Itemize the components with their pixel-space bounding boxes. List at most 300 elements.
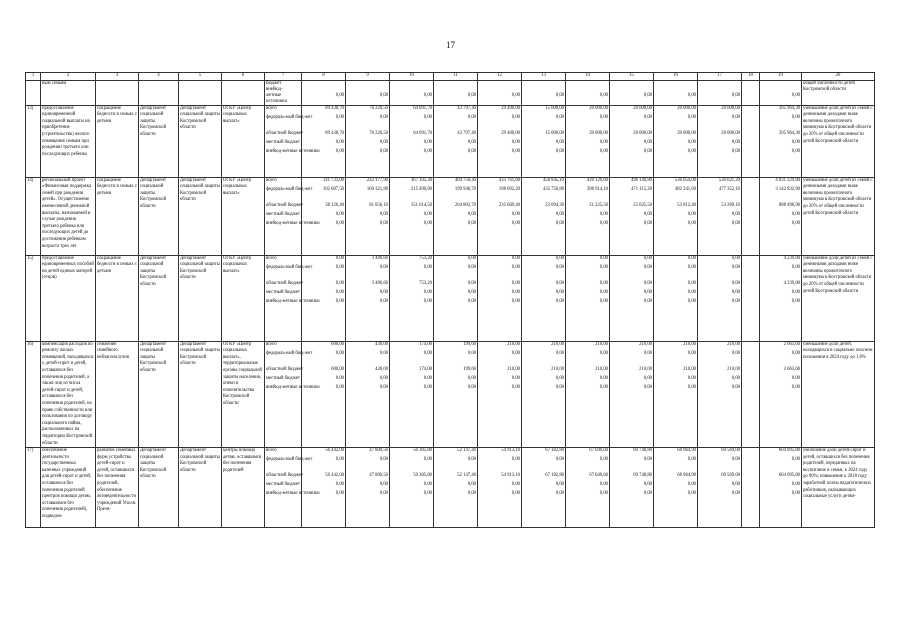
amount-value: 0,00 xyxy=(643,139,652,145)
goal-text: сокращение бедности в семьях с детьми xyxy=(96,177,139,255)
amount-cell xyxy=(390,177,434,255)
amount-value: 174,00 xyxy=(419,341,432,347)
funding-source-value: местный бюджет xyxy=(266,289,300,295)
amount-cell xyxy=(654,80,698,105)
amount-value: 4 239,80 xyxy=(783,255,800,261)
amount-value: 0,00 xyxy=(511,148,520,154)
responsible-executor: Департамент социальной защиты Костромской области xyxy=(179,341,222,448)
amount-value: 76 226,50 xyxy=(369,130,388,136)
row-number: 16) xyxy=(26,341,41,448)
amount-value: 430,00 xyxy=(375,366,388,372)
co-executor: Департамент социальной защиты Костромской области xyxy=(139,105,179,177)
amount-value: 0,00 xyxy=(731,148,740,154)
amount-cell xyxy=(698,80,742,105)
amount-value: 0,00 xyxy=(791,298,800,304)
amount-cell xyxy=(522,105,566,177)
amount-cell xyxy=(522,80,566,105)
amount-value: 50 305,80 xyxy=(413,448,432,454)
goal-text: развитие семейных форм устройства детей-сирот и детей, оставшихся без попечения родителей, обеспечение жизнедеятельности учреждений Уполн. Прези- xyxy=(96,448,139,528)
funding-source-value: всего xyxy=(266,255,277,261)
amount-value: 15 000,00 xyxy=(545,105,564,111)
measure-name: компенсация расходов по ремонту жилых помещений, находящихся у детей-сирот и детей, оставшихся без попечения родителей, а также лиц из числа детей-сирот и детей, оставшихся без попечения родителей, на праве собственности или пользования по договору социального найма, расположенных на территории Костромской области xyxy=(41,341,96,448)
amount-value: 54 913,10 xyxy=(501,473,520,479)
amount-value: 0,00 xyxy=(467,220,476,226)
amount-value: 69 569,00 xyxy=(721,448,740,454)
column-number: 6 xyxy=(222,73,265,81)
amount-value: 20 000,00 xyxy=(721,105,740,111)
table-row xyxy=(26,80,875,105)
column-number: 12 xyxy=(478,73,522,81)
amount-value: 89 438,70 xyxy=(325,105,344,111)
header-row xyxy=(26,73,875,81)
amount-value: 50 305,80 xyxy=(413,473,432,479)
amount-value: 0,00 xyxy=(335,211,344,217)
amount-cell xyxy=(760,255,802,341)
amount-value: 3 142 832,90 xyxy=(775,186,800,192)
column-number: 10 xyxy=(390,73,434,81)
amount-value: 141 733,00 xyxy=(322,177,344,183)
amount-value: 0,00 xyxy=(599,482,608,488)
amount-value: 68 964,90 xyxy=(677,448,696,454)
amount-value: 204 803,70 xyxy=(454,202,476,208)
amount-value: 0,00 xyxy=(555,211,564,217)
amount-value: 0,00 xyxy=(555,114,564,120)
amount-value: 482 241,60 xyxy=(674,186,696,192)
amount-value: 0,00 xyxy=(791,220,800,226)
funding-source-value: бюджет xyxy=(266,80,282,86)
amount-value: 43 797,40 xyxy=(457,130,476,136)
co-executor: Департамент социальной защиты Костромской области xyxy=(139,255,179,341)
amount-value: 0,00 xyxy=(687,482,696,488)
amount-value: 0,00 xyxy=(555,457,564,463)
amount-value: 0,00 xyxy=(423,384,432,390)
amount-value: 0,00 xyxy=(467,482,476,488)
amount-value: 0,00 xyxy=(687,255,696,261)
amount-value: 0,00 xyxy=(687,148,696,154)
amount-value: 0,00 xyxy=(643,255,652,261)
funding-source-value: всего xyxy=(266,105,277,111)
amount-value: 0,00 xyxy=(467,139,476,145)
empty-cell xyxy=(742,105,760,177)
measure-name: региональный проект «Финансовая поддержка семей при рождении детей». Осуществление ежемесячной денежной выплаты, назначаемой в случае рождения третьего ребенка или последующих детей до достижения ребенком возраста трех лет xyxy=(41,177,96,255)
amount-value: 0,00 xyxy=(791,350,800,356)
amount-value: 0,00 xyxy=(731,92,740,98)
column-number: 9 xyxy=(346,73,390,81)
funding-source xyxy=(265,80,302,105)
amount-value: 0,00 xyxy=(335,298,344,304)
amount-value: 0,00 xyxy=(555,384,564,390)
amount-value: 496 140,80 xyxy=(630,177,652,183)
amount-value: 52 147,40 xyxy=(457,448,476,454)
amount-value: 0,00 xyxy=(599,280,608,286)
target-indicator: уменьшение доли детей, находящихся в социально опасном положении в 2024 году до 1,0% xyxy=(802,341,875,448)
amount-cell xyxy=(566,341,610,448)
amount-value: 0,00 xyxy=(791,92,800,98)
funding-source xyxy=(265,105,320,177)
amount-value: 0,00 xyxy=(335,289,344,295)
empty-cell xyxy=(742,448,760,528)
funding-source-value: местный бюджет xyxy=(266,375,300,381)
amount-value: 0,00 xyxy=(555,255,564,261)
amount-value: 0,00 xyxy=(599,384,608,390)
column-number: 2 xyxy=(41,73,96,81)
amount-value: 0,00 xyxy=(687,264,696,270)
amount-value: 54 913,10 xyxy=(501,448,520,454)
amount-value: 0,00 xyxy=(467,350,476,356)
amount-value: 0,00 xyxy=(599,139,608,145)
table-row xyxy=(26,341,875,448)
amount-cell xyxy=(698,448,742,528)
amount-value: 530 621,20 xyxy=(718,177,740,183)
amount-value: 20 000,00 xyxy=(721,130,740,136)
row-number xyxy=(26,80,41,105)
amount-value: 0,00 xyxy=(791,211,800,217)
amount-value: 600,00 xyxy=(331,366,344,372)
amount-value: 0,00 xyxy=(687,139,696,145)
amount-value: 3 486,60 xyxy=(371,280,388,286)
page-number: 17 xyxy=(446,40,455,50)
amount-value: 0,00 xyxy=(379,220,388,226)
amount-value: 0,00 xyxy=(555,491,564,497)
amount-value: 0,00 xyxy=(423,457,432,463)
amount-value: 0,00 xyxy=(687,211,696,217)
row-number: 13) xyxy=(26,105,41,177)
amount-value: 210,00 xyxy=(507,341,520,347)
amount-value: 20 000,00 xyxy=(633,130,652,136)
empty-cell xyxy=(742,341,760,448)
measure-name: предоставление единовременных пособий на детей единых матерей (отцов) xyxy=(41,255,96,341)
amount-value: 0,00 xyxy=(687,280,696,286)
amount-value: 0,00 xyxy=(467,375,476,381)
amount-value: 0,00 xyxy=(687,350,696,356)
amount-cell xyxy=(346,448,390,528)
funding-source-value: местный бюджет xyxy=(266,139,300,145)
amount-cell xyxy=(760,448,802,528)
row-number: 14) xyxy=(26,177,41,255)
co-executor: Департамент социальной защиты Костромской области xyxy=(139,177,179,255)
amount-value: 20 000,00 xyxy=(589,105,608,111)
empty-cell xyxy=(222,80,265,105)
amount-value: 0,00 xyxy=(423,482,432,488)
amount-value: 0,00 xyxy=(379,211,388,217)
column-number: 1 xyxy=(26,73,41,81)
amount-value: 0,00 xyxy=(511,384,520,390)
amount-value: 0,00 xyxy=(511,350,520,356)
amount-cell xyxy=(302,80,346,105)
funding-source-value: местный бюджет xyxy=(266,482,300,488)
amount-value: 0,00 xyxy=(599,298,608,304)
funding-source-value: жетные xyxy=(266,92,282,98)
amount-value: 0,00 xyxy=(511,264,520,270)
amount-value: 53 269,10 xyxy=(721,202,740,208)
amount-value: 0,00 xyxy=(643,280,652,286)
amount-value: 20 000,00 xyxy=(633,105,652,111)
amount-value: 0,00 xyxy=(731,114,740,120)
amount-value: 0,00 xyxy=(423,264,432,270)
amount-value: 0,00 xyxy=(511,255,520,261)
amount-value: 0,00 xyxy=(335,375,344,381)
amount-value: 0,00 xyxy=(731,139,740,145)
amount-value: 0,00 xyxy=(791,375,800,381)
amount-value: 198 092,20 xyxy=(498,186,520,192)
amount-value: 0,00 xyxy=(687,491,696,497)
amount-cell xyxy=(698,341,742,448)
amount-cell xyxy=(760,177,802,255)
amount-value: 0,00 xyxy=(467,289,476,295)
amount-value: 29 400,00 xyxy=(501,130,520,136)
amount-cell xyxy=(654,448,698,528)
amount-cell xyxy=(434,80,478,105)
amount-value: 433 761,60 xyxy=(498,177,520,183)
column-number: 19 xyxy=(760,73,802,81)
funding-source-value: местный бюджет xyxy=(266,211,300,217)
amount-value: 0,00 xyxy=(379,264,388,270)
responsible-executor: Департамент социальной защиты Костромской области xyxy=(179,448,222,528)
amount-cell xyxy=(610,177,654,255)
row-number: 15) xyxy=(26,255,41,341)
amount-value: 0,00 xyxy=(511,482,520,488)
column-number: 13 xyxy=(522,73,566,81)
amount-value: 0,00 xyxy=(467,298,476,304)
amount-value: 0,00 xyxy=(379,482,388,488)
funding-source-value: федераль-ный бюд-жет xyxy=(266,114,313,120)
amount-cell xyxy=(522,255,566,341)
amount-value: 600,00 xyxy=(331,341,344,347)
amount-value: 0,00 xyxy=(643,92,652,98)
amount-value: 0,00 xyxy=(335,264,344,270)
amount-value: 0,00 xyxy=(511,220,520,226)
amount-value: 53 812,40 xyxy=(677,202,696,208)
column-number: 5 xyxy=(179,73,222,81)
amount-value: 0,00 xyxy=(643,375,652,381)
funding-source-value: всего xyxy=(266,448,277,454)
amount-value: 0,00 xyxy=(467,384,476,390)
measure-name: ным семьям xyxy=(41,80,96,105)
amount-cell xyxy=(390,448,434,528)
amount-value: 0,00 xyxy=(467,114,476,120)
amount-value: 888 496,90 xyxy=(778,202,800,208)
amount-value: 0,00 xyxy=(555,92,564,98)
measure-name: обеспечение деятельности государственных казенных учреждений для детей-сирот и детей, оставшихся без попечения родителей (центров помощи детям, оставшимся без попечения родителей), подведом- xyxy=(41,448,96,528)
amount-value: 604 095,80 xyxy=(778,473,800,479)
amount-cell xyxy=(346,341,390,448)
amount-value: 81 856,10 xyxy=(369,202,388,208)
amount-value: 0,00 xyxy=(555,220,564,226)
amount-value: 20 000,00 xyxy=(677,105,696,111)
amount-value: 0,00 xyxy=(791,289,800,295)
amount-value: 0,00 xyxy=(423,289,432,295)
amount-value: 0,00 xyxy=(379,491,388,497)
amount-value: 0,00 xyxy=(791,264,800,270)
amount-value: 435 750,80 xyxy=(542,186,564,192)
amount-value: 0,00 xyxy=(555,482,564,488)
amount-value: 0,00 xyxy=(467,211,476,217)
amount-value: 477 352,10 xyxy=(718,186,740,192)
amount-cell xyxy=(434,255,478,341)
amount-cell xyxy=(434,105,478,177)
amount-cell xyxy=(698,177,742,255)
funding-source xyxy=(265,177,320,255)
amount-value: 0,00 xyxy=(687,114,696,120)
table-row xyxy=(26,177,875,255)
funding-source-value: федераль-ный бюд-жет xyxy=(266,186,313,192)
amount-value: 0,00 xyxy=(555,298,564,304)
funding-source-value: всего xyxy=(266,341,277,347)
amount-value: 458 845,10 xyxy=(542,177,564,183)
amount-cell xyxy=(760,105,802,177)
amount-value: 0,00 xyxy=(335,255,344,261)
goal-text: сокращение бедности в семьях с детьми xyxy=(96,105,139,177)
amount-value: 395 964,30 xyxy=(778,130,800,136)
amount-value: 0,00 xyxy=(731,298,740,304)
amount-value: 0,00 xyxy=(555,280,564,286)
amount-value: 47 800,50 xyxy=(369,473,388,479)
amount-value: 0,00 xyxy=(687,220,696,226)
amount-value: 0,00 xyxy=(599,491,608,497)
amount-value: 0,00 xyxy=(599,264,608,270)
column-number: 17 xyxy=(698,73,742,81)
amount-value: 0,00 xyxy=(643,264,652,270)
amount-value: 38 126,40 xyxy=(325,202,344,208)
funding-source-value: внебюд- xyxy=(266,86,283,92)
funding-source-value: федераль-ный бюд-жет xyxy=(266,350,313,356)
amount-value: 0,00 xyxy=(335,220,344,226)
amount-value: 0,00 xyxy=(687,298,696,304)
amount-value: 0,00 xyxy=(555,375,564,381)
amount-value: 242 177,90 xyxy=(366,177,388,183)
amount-value: 0,00 xyxy=(379,457,388,463)
responsible-executor: Департамент социальной защиты Костромской области xyxy=(179,177,222,255)
empty-cell xyxy=(139,80,179,105)
amount-value: 0,00 xyxy=(731,491,740,497)
amount-value: 23 094,30 xyxy=(545,202,564,208)
column-number: 16 xyxy=(654,73,698,81)
amount-cell xyxy=(654,105,698,177)
amount-value: 69 748,80 xyxy=(633,473,652,479)
amount-value: 210,00 xyxy=(727,366,740,372)
funding-source xyxy=(265,448,320,528)
amount-value: 210,00 xyxy=(595,341,608,347)
amount-value: 0,00 xyxy=(467,92,476,98)
table-row xyxy=(26,255,875,341)
amount-value: 0,00 xyxy=(467,491,476,497)
amount-cell xyxy=(478,80,522,105)
amount-cell xyxy=(434,448,478,528)
amount-cell xyxy=(522,448,566,528)
amount-value: 210,00 xyxy=(727,341,740,347)
funding-source-value: федераль-ный бюд-жет xyxy=(266,457,313,463)
amount-value: 0,00 xyxy=(555,148,564,154)
amount-cell xyxy=(346,177,390,255)
amount-value: 0,00 xyxy=(511,92,520,98)
amount-value: 67 182,80 xyxy=(545,473,564,479)
amount-value: 0,00 xyxy=(511,375,520,381)
amount-value: 0,00 xyxy=(511,457,520,463)
amount-cell xyxy=(566,105,610,177)
amount-value: 0,00 xyxy=(379,114,388,120)
target-indicator: уменьшение доли детей из семей с денежными доходами ниже величины прожиточного минимума в Костромской области до 20% от общей численности детей Костромской области xyxy=(802,255,875,341)
amount-value: 0,00 xyxy=(335,457,344,463)
amount-value: 0,00 xyxy=(599,148,608,154)
amount-value: 0,00 xyxy=(599,375,608,381)
amount-value: 52 147,40 xyxy=(457,473,476,479)
co-executor: Департамент социальной защиты Костромской области xyxy=(139,448,179,528)
amount-value: 67 040,60 xyxy=(589,473,608,479)
amount-value: 0,00 xyxy=(643,220,652,226)
amount-value: 0,00 xyxy=(599,114,608,120)
amount-value: 89 438,70 xyxy=(325,130,344,136)
amount-value: 0,00 xyxy=(643,289,652,295)
amount-cell xyxy=(760,341,802,448)
funding-source-value: внебюд-жетные источники xyxy=(266,298,320,304)
amount-value: 29 400,00 xyxy=(501,105,520,111)
amount-value: 0,00 xyxy=(379,139,388,145)
amount-value: 0,00 xyxy=(379,298,388,304)
amount-value: 0,00 xyxy=(467,264,476,270)
amount-value: 0,00 xyxy=(423,375,432,381)
amount-value: 0,00 xyxy=(511,280,520,286)
amount-cell xyxy=(610,448,654,528)
funding-source-value: внебюд-жетные источники xyxy=(266,384,320,390)
amount-value: 0,00 xyxy=(731,220,740,226)
amount-value: 174,00 xyxy=(419,366,432,372)
amount-value: 0,00 xyxy=(423,211,432,217)
amount-value: 0,00 xyxy=(379,384,388,390)
funding-source xyxy=(265,341,320,448)
amount-cell xyxy=(434,341,478,448)
amount-value: 0,00 xyxy=(423,220,432,226)
amount-value: 0,00 xyxy=(731,255,740,261)
amount-cell xyxy=(610,255,654,341)
column-number: 14 xyxy=(566,73,610,81)
amount-value: 210,00 xyxy=(595,366,608,372)
amount-value: 0,00 xyxy=(335,280,344,286)
amount-cell xyxy=(654,177,698,255)
amount-value: 0,00 xyxy=(643,114,652,120)
amount-value: 0,00 xyxy=(599,457,608,463)
amount-cell xyxy=(522,177,566,255)
amount-value: 420 120,60 xyxy=(586,177,608,183)
funding-source-value: областной бюджет xyxy=(266,130,304,136)
column-number: 15 xyxy=(610,73,654,81)
amount-value: 0,00 xyxy=(555,289,564,295)
funding-source-value: внебюд-жетные источники xyxy=(266,148,320,154)
amount-cell xyxy=(478,341,522,448)
amount-value: 0,00 xyxy=(511,298,520,304)
empty-cell xyxy=(742,80,760,105)
amount-value: 160 321,80 xyxy=(366,186,388,192)
amount-value: 0,00 xyxy=(335,350,344,356)
amount-value: 69 569,00 xyxy=(721,473,740,479)
empty-cell xyxy=(96,80,139,105)
amount-value: 0,00 xyxy=(687,384,696,390)
executor: центры помощи детям, оставшимся без попечения родителей xyxy=(222,448,265,528)
amount-value: 536 054,00 xyxy=(674,177,696,183)
target-indicator: общей численности детей Костромской области xyxy=(802,80,875,105)
amount-value: 0,00 xyxy=(687,375,696,381)
amount-value: 0,00 xyxy=(423,350,432,356)
amount-value: 0,00 xyxy=(599,92,608,98)
amount-value: 395 964,30 xyxy=(778,105,800,111)
amount-value: 0,00 xyxy=(791,384,800,390)
amount-value: 0,00 xyxy=(731,384,740,390)
amount-value: 0,00 xyxy=(379,350,388,356)
amount-cell xyxy=(478,105,522,177)
amount-value: 3 486,60 xyxy=(371,255,388,261)
amount-cell xyxy=(434,177,478,255)
amount-value: 0,00 xyxy=(379,92,388,98)
amount-value: 0,00 xyxy=(423,92,432,98)
